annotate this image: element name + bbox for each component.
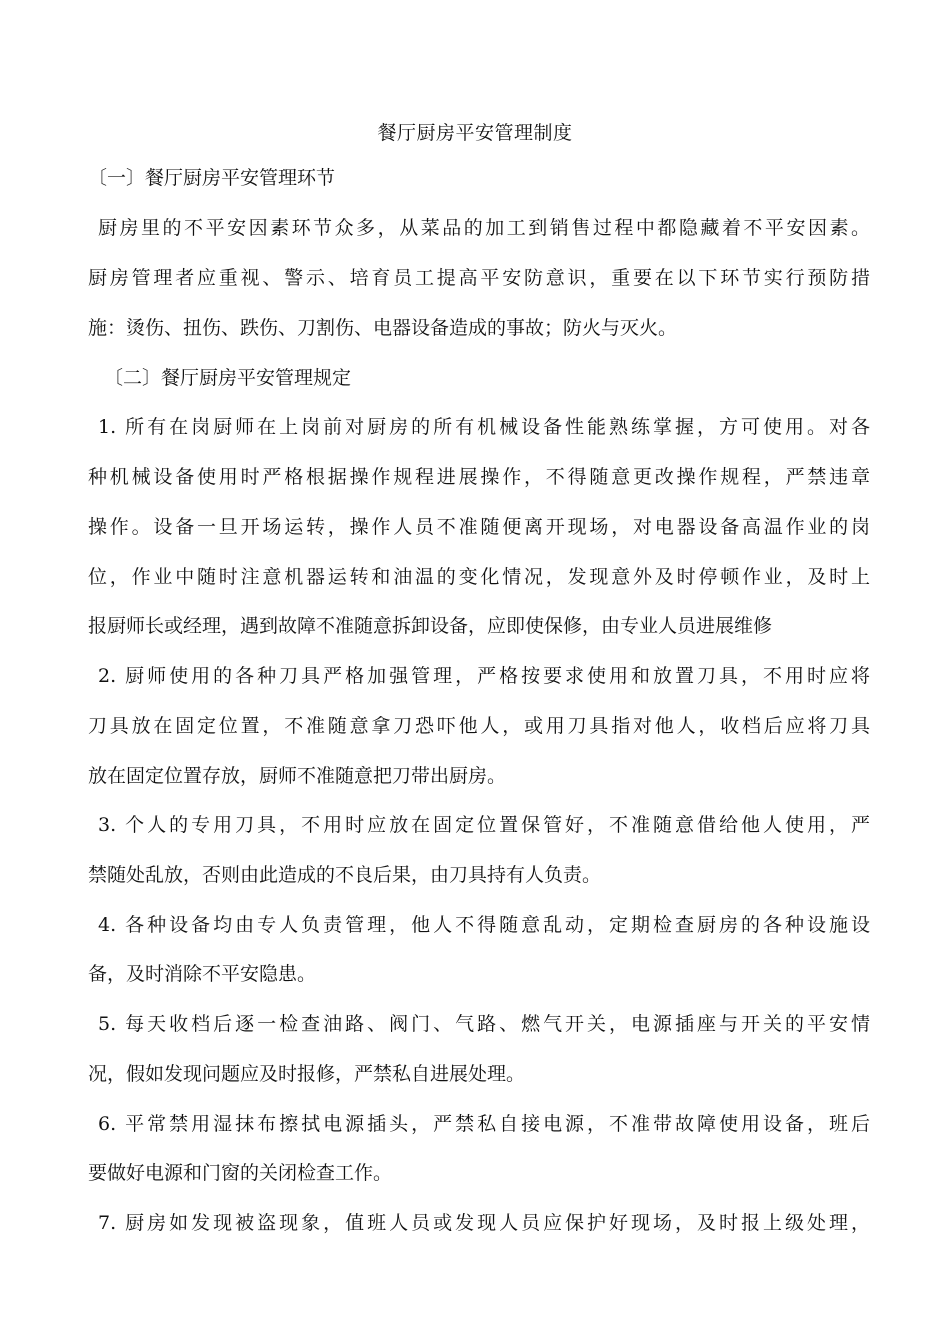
section1-line-3: 施：烫伤、扭伤、跌伤、刀割伤、电器设备造成的事故；防火与灭火。 bbox=[88, 317, 678, 339]
item-2-line-2: 刀具放在固定位置，不准随意拿刀恐吓他人，或用刀具指对他人，收档后应将刀具 bbox=[88, 715, 870, 737]
section1-line-1: 厨房里的不平安因素环节众多，从菜品的加工到销售过程中都隐藏着不平安因素。 bbox=[98, 217, 870, 239]
item-3-line-1: 3. 个人的专用刀具，不用时应放在固定位置保管好，不准随意借给他人使用，严 bbox=[98, 814, 870, 836]
item-2-line-1: 2. 厨师使用的各种刀具严格加强管理，严格按要求使用和放置刀具，不用时应将 bbox=[98, 665, 870, 687]
item-1-line-3: 操作。设备一旦开场运转，操作人员不准随便离开现场，对电器设备高温作业的岗 bbox=[88, 516, 870, 538]
item-4-line-2: 备，及时消除不平安隐患。 bbox=[88, 963, 317, 985]
item-1-line-5: 报厨师长或经理，遇到故障不准随意拆卸设备，应即使保修，由专业人员进展维修 bbox=[88, 615, 773, 637]
document-title: 餐厅厨房平安管理制度 bbox=[377, 122, 573, 144]
section1-line-2: 厨房管理者应重视、警示、培育员工提高平安防意识，重要在以下环节实行预防措 bbox=[88, 267, 870, 289]
item-4-line-1: 4. 各种设备均由专人负责管理，他人不得随意乱动，定期检查厨房的各种设施设 bbox=[98, 914, 870, 936]
item-7-line-1: 7. 厨房如发现被盗现象，值班人员或发现人员应保护好现场，及时报上级处理， bbox=[98, 1212, 870, 1234]
item-6-line-1: 6. 平常禁用湿抹布擦拭电源插头，严禁私自接电源，不准带故障使用设备，班后 bbox=[98, 1113, 870, 1135]
item-6-line-2: 要做好电源和门窗的关闭检查工作。 bbox=[88, 1162, 393, 1184]
item-1-line-1: 1. 所有在岗厨师在上岗前对厨房的所有机械设备性能熟练掌握，方可使用。对各 bbox=[98, 416, 870, 438]
section1-heading: 〔一〕餐厅厨房平安管理环节 bbox=[88, 167, 336, 189]
item-5-line-2: 况，假如发现问题应及时报修，严禁私自进展处理。 bbox=[88, 1063, 526, 1085]
item-1-line-2: 种机械设备使用时严格根据操作规程进展操作，不得随意更改操作规程，严禁违章 bbox=[88, 466, 870, 488]
item-2-line-3: 放在固定位置存放，厨师不准随意把刀带出厨房。 bbox=[88, 765, 507, 787]
item-5-line-1: 5. 每天收档后逐一检查油路、阀门、气路、燃气开关，电源插座与开关的平安情 bbox=[98, 1013, 870, 1035]
item-3-line-2: 禁随处乱放，否则由此造成的不良后果，由刀具持有人负责。 bbox=[88, 864, 602, 886]
item-1-line-4: 位，作业中随时注意机器运转和油温的变化情况，发现意外及时停顿作业，及时上 bbox=[88, 566, 870, 588]
section2-heading: 〔二〕餐厅厨房平安管理规定 bbox=[104, 367, 352, 389]
